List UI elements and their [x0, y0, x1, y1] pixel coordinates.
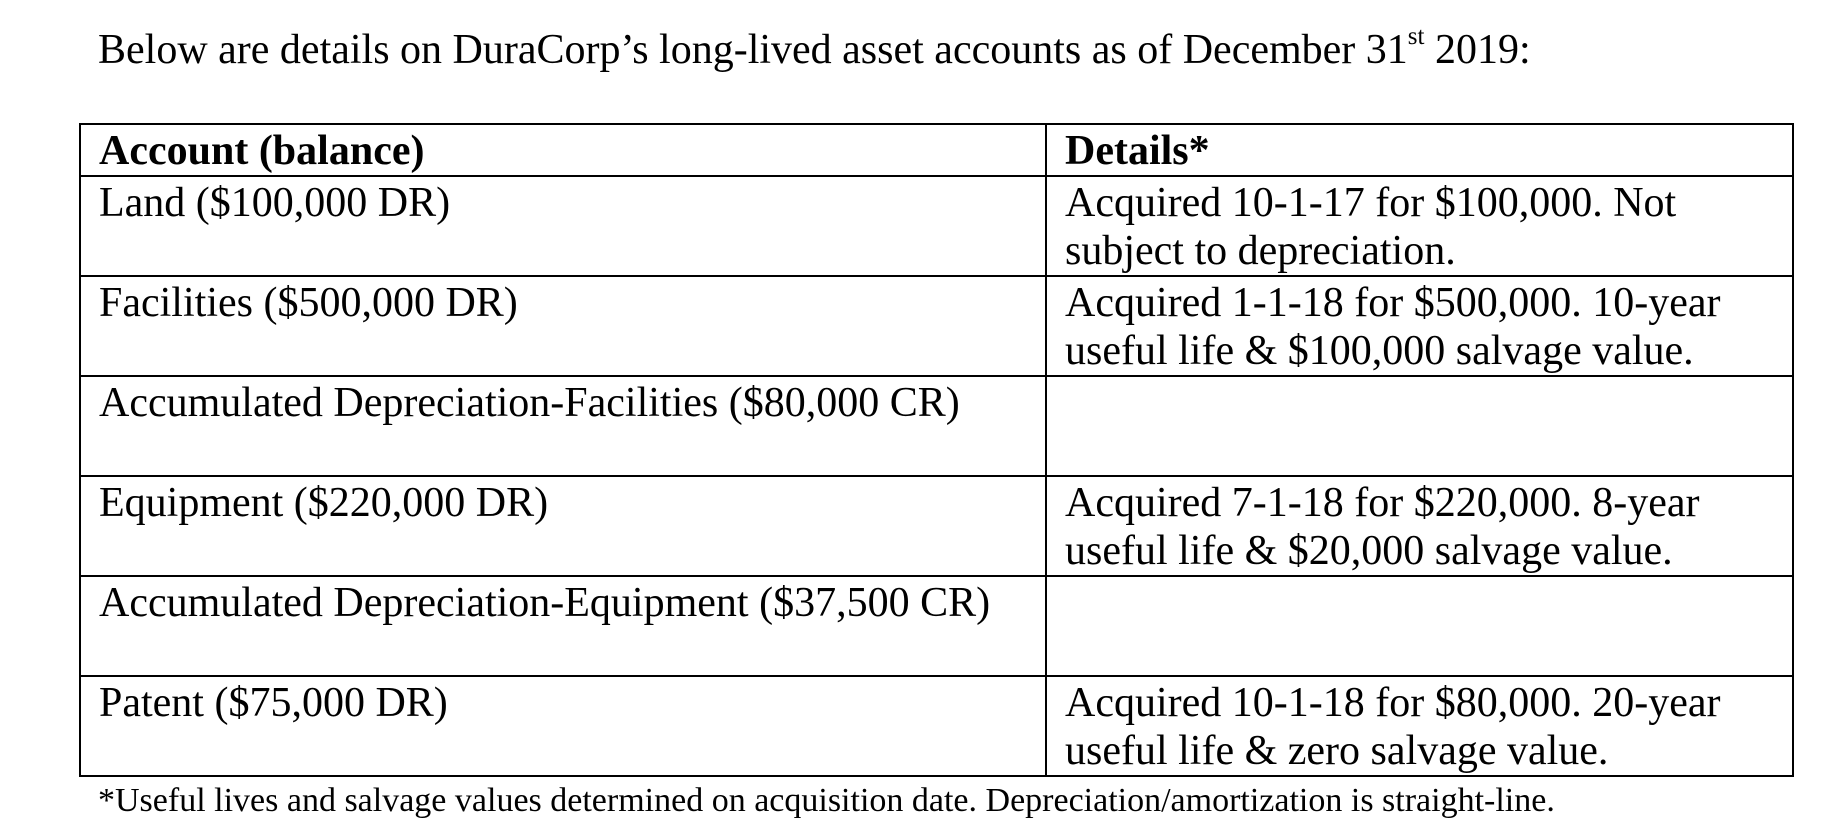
intro-text: Below are details on DuraCorp’s long-lived asset accounts as of December 31 [98, 27, 1408, 73]
table-row [80, 576, 1793, 676]
header-account: Account (balance) [80, 124, 1046, 176]
footnote: *Useful lives and salvage values determined on acquisition date. Depreciation/amortization is straight-line. [98, 782, 1555, 819]
header-details: Details* [1046, 124, 1793, 176]
details-cell: Acquired 7-1-18 for $220,000. 8-year useful life & $20,000 salvage value. [1046, 476, 1793, 576]
table-row [80, 376, 1793, 476]
asset-accounts-table [79, 123, 1794, 777]
table-row [80, 276, 1793, 376]
details-cell: Acquired 10-1-18 for $80,000. 20-year useful life & zero salvage value. [1046, 676, 1793, 776]
account-cell: Equipment ($220,000 DR) [80, 476, 1046, 576]
table-row [80, 476, 1793, 576]
intro-text-end: 2019: [1424, 27, 1531, 73]
details-cell [1046, 376, 1793, 476]
table-row [80, 676, 1793, 776]
details-cell [1046, 576, 1793, 676]
details-cell: Acquired 1-1-18 for $500,000. 10-year useful life & $100,000 salvage value. [1046, 276, 1793, 376]
table-header-row [80, 124, 1793, 176]
account-cell: Accumulated Depreciation-Facilities ($80,000 CR) [80, 376, 1046, 476]
account-cell: Land ($100,000 DR) [80, 176, 1046, 276]
intro-superscript: st [1407, 23, 1425, 50]
account-cell: Facilities ($500,000 DR) [80, 276, 1046, 376]
account-cell: Accumulated Depreciation-Equipment ($37,500 CR) [80, 576, 1046, 676]
intro-sentence [98, 24, 1531, 76]
details-cell: Acquired 10-1-17 for $100,000. Not subject to depreciation. [1046, 176, 1793, 276]
account-cell: Patent ($75,000 DR) [80, 676, 1046, 776]
table-row [80, 176, 1793, 276]
